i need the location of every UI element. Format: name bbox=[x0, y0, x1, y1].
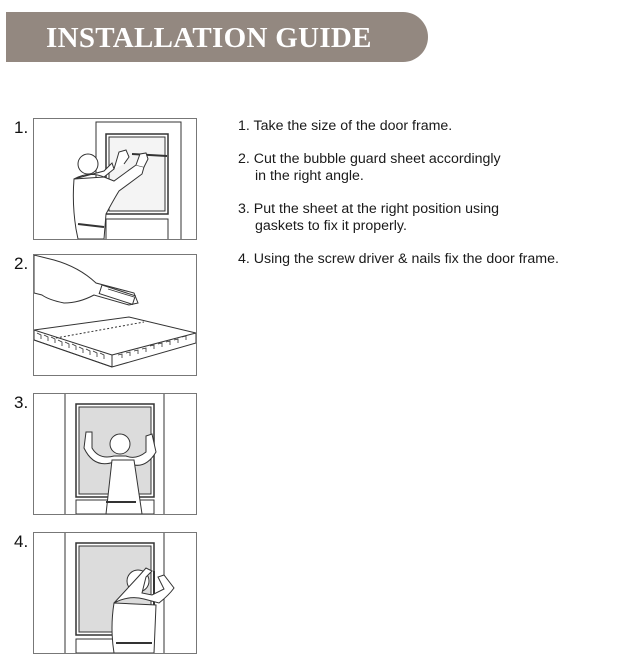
step-number-3: 3. bbox=[14, 393, 29, 412]
instruction-2-line-2: in the right angle. bbox=[255, 168, 364, 184]
step-number-4: 4. bbox=[14, 532, 29, 551]
instruction-3-line-1: 3. Put the sheet at the right position using bbox=[238, 201, 500, 217]
step-number-2: 2. bbox=[14, 254, 29, 273]
man-placing-sheet-in-frame-icon bbox=[34, 394, 196, 514]
instruction-2 bbox=[238, 151, 608, 185]
instruction-1 bbox=[238, 118, 608, 135]
instructions-list bbox=[238, 118, 608, 284]
step-1-illustration bbox=[33, 118, 197, 240]
instruction-3-line-2: gaskets to fix it properly. bbox=[255, 218, 407, 234]
step-4-illustration bbox=[33, 532, 197, 654]
instruction-4 bbox=[238, 251, 608, 268]
instruction-4-line-1: 4. Using the screw driver & nails fix the door frame. bbox=[238, 251, 559, 267]
man-measuring-door-frame-icon bbox=[34, 119, 196, 239]
instruction-3 bbox=[238, 201, 608, 235]
page-title: INSTALLATION GUIDE bbox=[46, 22, 372, 54]
step-2-illustration bbox=[33, 254, 197, 376]
instruction-2-line-1: 2. Cut the bubble guard sheet accordingly bbox=[238, 151, 501, 167]
step-number-1: 1. bbox=[14, 118, 29, 137]
hand-cutting-sheet-with-knife-icon bbox=[34, 255, 196, 375]
header-banner bbox=[6, 12, 428, 62]
step-3-illustration bbox=[33, 393, 197, 515]
instruction-1-line-1: 1. Take the size of the door frame. bbox=[238, 118, 453, 134]
man-screwing-door-frame-icon bbox=[34, 533, 196, 653]
